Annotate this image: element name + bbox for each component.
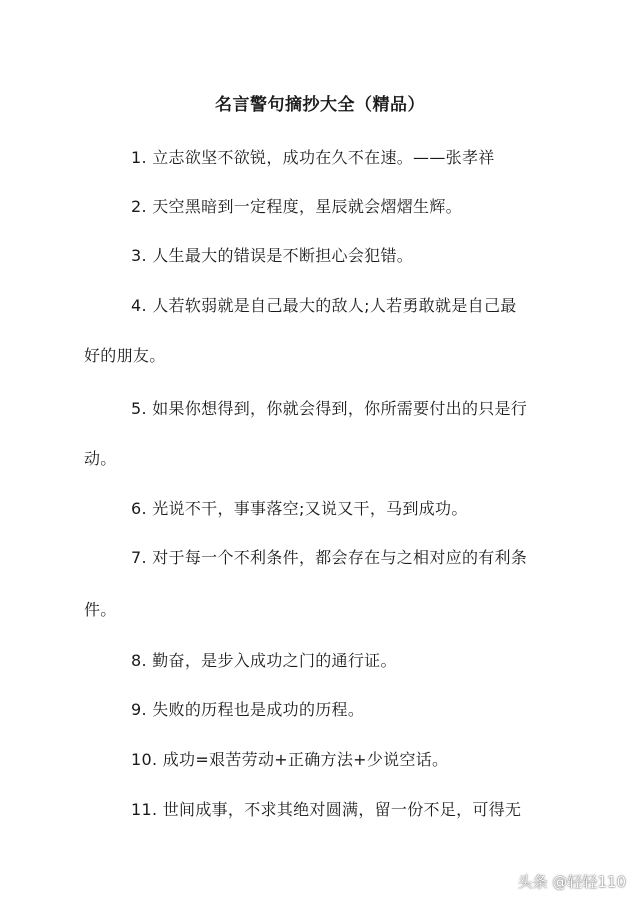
quote-line: 2. 天空黑暗到一定程度，星辰就会熠熠生辉。 <box>131 197 462 216</box>
quote-line: 9. 失败的历程也是成功的历程。 <box>131 700 365 719</box>
quote-line: 4. 人若软弱就是自己最大的敌人;人若勇敢就是自己最 <box>131 296 517 315</box>
quote-line: 6. 光说不干，事事落空;又说又干，马到成功。 <box>131 499 468 518</box>
quote-line-continuation: 好的朋友。 <box>84 346 166 365</box>
quote-line: 7. 对于每一个不利条件，都会存在与之相对应的有利条 <box>131 548 528 567</box>
quote-line: 1. 立志欲坚不欲锐，成功在久不在速。——张孝祥 <box>131 148 495 167</box>
quote-line-continuation: 件。 <box>84 600 117 619</box>
quote-line-continuation: 动。 <box>84 449 117 468</box>
quote-line: 3. 人生最大的错误是不断担心会犯错。 <box>131 246 414 265</box>
quote-line: 5. 如果你想得到，你就会得到，你所需要付出的只是行 <box>131 399 528 418</box>
quote-line: 8. 勤奋，是步入成功之门的通行证。 <box>131 651 397 670</box>
watermark: 头条 @轻轻110 <box>517 873 626 891</box>
quote-line: 11. 世间成事，不求其绝对圆满，留一份不足，可得无 <box>131 800 522 819</box>
document-title: 名言警句摘抄大全（精品） <box>215 95 425 115</box>
quote-line: 10. 成功=艰苦劳动+正确方法+少说空话。 <box>131 750 449 769</box>
